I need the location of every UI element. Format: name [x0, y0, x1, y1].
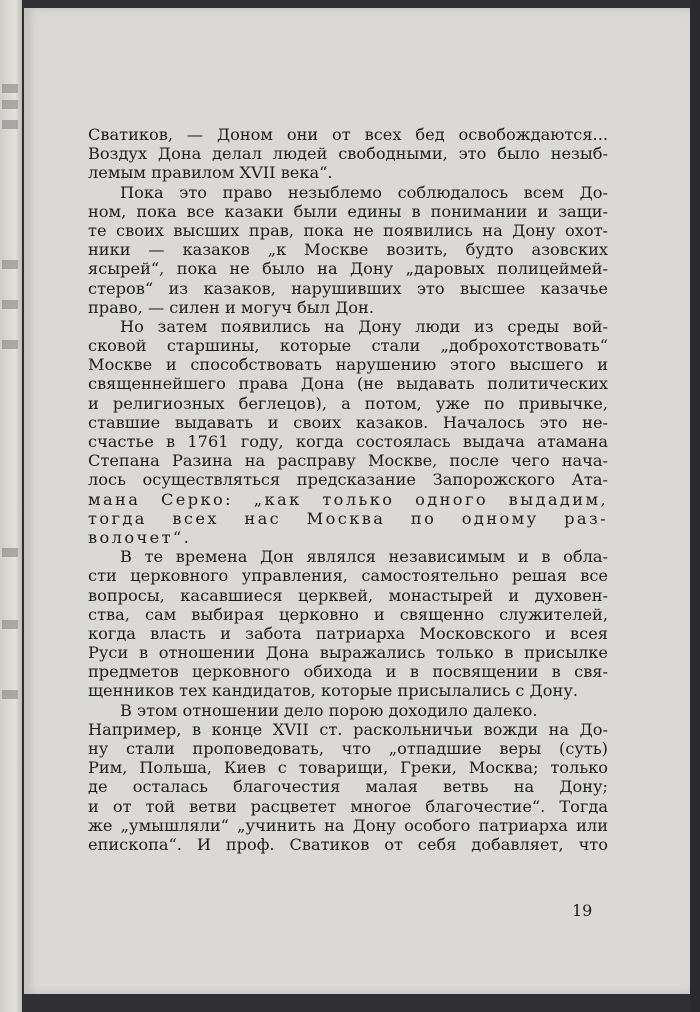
text-line: лось осуществляться предсказание Запорожского Ата- [88, 470, 608, 490]
spaced-quote-line: тогда всех нас Москва по одному раз- [88, 508, 608, 528]
adjacent-page-text-fragment [2, 100, 18, 109]
book-page [24, 8, 690, 994]
text-line: де осталась благочестия малая ветвь на Дону; [88, 777, 608, 797]
text-line: Но затем появились на Дону люди из среды вой- [120, 316, 608, 336]
text-line: священнейшего права Дона (не выдавать политических [88, 374, 608, 394]
text-line: епископа“. И проф. Сватиков от себя добавляет, что [88, 834, 608, 854]
adjacent-page-text-fragment [2, 120, 18, 129]
text-line: Москве и способствовать нарушению этого высшего и [88, 355, 608, 375]
text-line: ясырей“, пока не было на Дону „даровых полицеймей- [88, 259, 608, 279]
text-line: стеров“ из казаков, нарушивших это высшее казачье [88, 278, 608, 298]
page-number: 19 [572, 901, 593, 920]
spaced-quote-line: мана Серко: „как только одного выдадим, [88, 489, 608, 509]
text-line: Степана Разина на расправу Москве, после чего нача- [88, 451, 608, 471]
adjacent-page-text-fragment [2, 340, 18, 349]
text-line: Воздух Дона делал людей свободными, это было незыб- [88, 144, 608, 164]
text-line: В этом отношении дело порою доходило далеко. [120, 700, 538, 720]
text-line: ства, сам выбирая церковно и священно служителей, [88, 604, 608, 624]
text-line: счастье в 1761 году, когда состоялась выдача атамана [88, 432, 608, 451]
text-line: Например, в конце XVII ст. раскольничьи вожди на До- [88, 719, 608, 739]
text-line: и религиозных беглецов), а потом, уже по привычке, [88, 393, 608, 413]
text-line: вопросы, касавшиеся церквей, монастырей и духовен- [88, 585, 608, 605]
adjacent-page-text-fragment [2, 548, 18, 557]
text-line: предметов церковного обихода и в посвящении в свя- [88, 662, 608, 682]
text-line: Сватиков, — Доном они от всех бед освобождаются... [88, 125, 608, 144]
background-edge [690, 0, 700, 1012]
text-line: Рим, Польша, Киев с товарищи, Греки, Москва; только [88, 758, 608, 778]
adjacent-page-text-fragment [2, 300, 18, 309]
body-text [88, 125, 608, 854]
text-line: сти церковного управления, самостоятельно решая все [88, 566, 608, 586]
text-line: лемым правилом XVII века“. [88, 163, 333, 183]
text-line: ники — казаков „к Москве возить, будто азовских [88, 240, 608, 260]
text-line: ном, пока все казаки были едины в понимании и защи- [88, 201, 608, 221]
text-line: Пока это право незыблемо соблюдалось всем До- [120, 182, 608, 202]
adjacent-page-text-fragment [2, 690, 18, 699]
text-line: ну стали проповедовать, что „отпадшие веры (суть) [88, 739, 608, 758]
text-line: же „умышляли“ „учинить на Дону особого патриарха или [88, 815, 608, 835]
adjacent-page-edge [0, 0, 22, 1012]
text-line: сковой старшины, которые стали „доброхотствовать“ [88, 336, 608, 356]
adjacent-page-text-fragment [2, 84, 18, 93]
text-line: Руси в отношении Дона выражались только в присылке [88, 643, 608, 663]
text-line: когда власть и забота патриарха Московского и всея [88, 623, 608, 643]
text-line: право, — силен и могуч был Дон. [88, 297, 374, 317]
text-line: те своих высших прав, пока не появились на Дону охот- [88, 220, 608, 240]
adjacent-page-text-fragment [2, 260, 18, 269]
adjacent-page-text-fragment [2, 620, 18, 629]
spaced-quote-line: волочет“. [88, 527, 192, 547]
text-line: ставшие выдавать и своих казаков. Началось это не- [88, 412, 608, 432]
text-line: В те времена Дон являлся независимым и в обла- [120, 547, 608, 567]
text-line: и от той ветви расцветет многое благочестие“. Тогда [88, 796, 608, 816]
text-line: щенников тех кандидатов, которые присылались с Дону. [88, 681, 578, 701]
